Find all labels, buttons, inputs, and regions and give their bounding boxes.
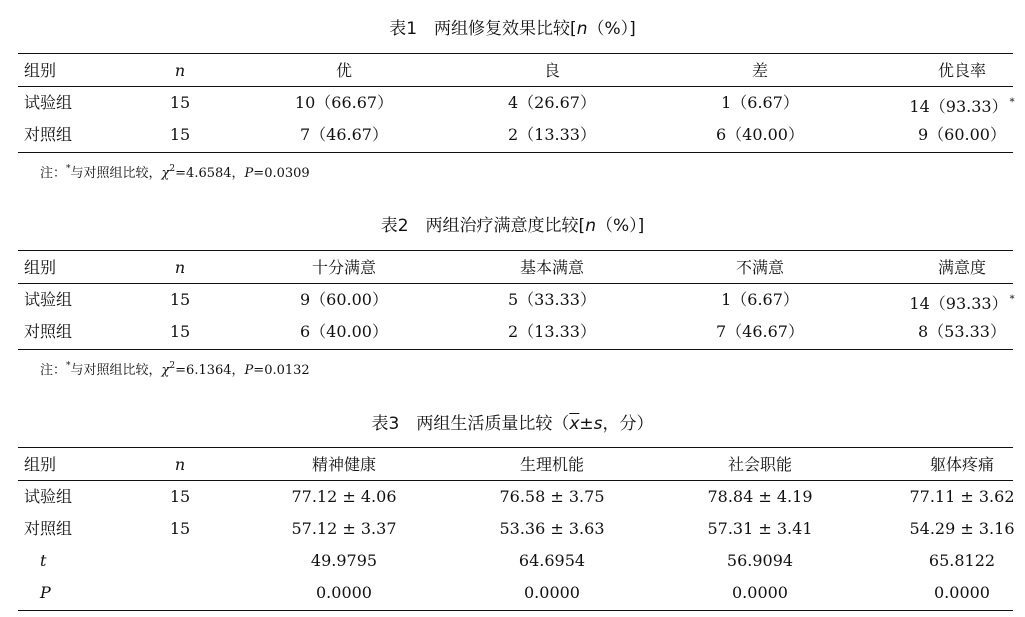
header-poor: 差 [751, 61, 768, 80]
note-chi-value: =4.6584， [175, 166, 245, 181]
note-text: 与对照组比较， [70, 363, 162, 378]
header-bodily-pain: 躯体疼痛 [929, 455, 994, 474]
cell-mental-health: 0.0000 [316, 583, 372, 602]
table-1-bottom-rule [18, 152, 1013, 153]
cell-excellent: 10（66.67） [294, 93, 394, 112]
header-physical-function: 生理机能 [519, 455, 584, 474]
header-good: 良 [543, 61, 560, 80]
header-group: 组别 [24, 61, 57, 80]
header-excellent-good-rate: 优良率 [937, 61, 986, 80]
row-n: 15 [169, 487, 191, 506]
cell-social-function: 78.84 ± 4.19 [707, 487, 813, 506]
cell-rate [862, 87, 1025, 119]
cell-satisfaction [862, 284, 1025, 316]
cell-bodily-pain: 65.8122 [928, 551, 996, 570]
note-chi-sup: 2 [169, 361, 176, 371]
row-n: 15 [169, 290, 191, 309]
header-very-satisfied: 十分满意 [311, 258, 376, 277]
table-1-title-n: n [576, 19, 588, 39]
note-chi: χ [161, 166, 170, 181]
cell-satisfaction-value: 14（93.33） [909, 294, 1008, 313]
cell-social-function: 56.9094 [726, 551, 794, 570]
table-2-header-row [0, 252, 1025, 284]
significance-mark: * [1009, 97, 1015, 108]
table-row [0, 119, 1025, 151]
row-label: 对照组 [24, 322, 73, 341]
note-p-value: =0.0132 [253, 363, 310, 378]
header-mental-health: 精神健康 [311, 455, 376, 474]
cell-mental-health: 57.12 ± 3.37 [291, 519, 397, 538]
cell-social-function: 57.31 ± 3.41 [707, 519, 813, 538]
row-n: 15 [169, 519, 191, 538]
cell-rate: 9（60.00） [918, 125, 1006, 144]
table-row [0, 513, 1025, 545]
note-mark: * [66, 361, 71, 371]
note-mark: * [66, 164, 71, 174]
cell-good: 2（13.33） [508, 125, 596, 144]
note-chi: χ [161, 363, 170, 378]
table-2-title-main: 表2 两组治疗满意度比较[ [380, 216, 586, 236]
table-row [0, 87, 1025, 119]
cell-unsatisfied: 7（46.67） [716, 322, 804, 341]
table-1-note [40, 160, 310, 183]
table-row-t-statistic [0, 545, 1025, 577]
table-3-top-rule [18, 447, 1013, 448]
header-group: 组别 [24, 455, 57, 474]
table-1-title [0, 18, 1025, 40]
cell-physical-function: 53.36 ± 3.63 [499, 519, 605, 538]
table-3-title-main: 表3 两组生活质量比较（ [371, 414, 570, 434]
cell-poor: 6（40.00） [716, 125, 804, 144]
note-chi-value: =6.1364， [175, 363, 245, 378]
table-1-title-main: 表1 两组修复效果比较[ [389, 19, 577, 39]
header-excellent: 优 [335, 61, 352, 80]
header-n: n [174, 455, 186, 474]
header-unsatisfied: 不满意 [735, 258, 784, 277]
table-2-title-n: n [585, 216, 596, 236]
header-group: 组别 [24, 258, 57, 277]
table-2-note [40, 357, 310, 380]
header-social-function: 社会职能 [727, 455, 792, 474]
stat-label-p: P [40, 583, 51, 602]
header-satisfaction-rate: 满意度 [937, 258, 986, 277]
table-1-title-tail: （%）] [587, 19, 636, 39]
note-p-value: =0.0309 [253, 166, 310, 181]
table-3-header-row [0, 449, 1025, 481]
stat-label-t: t [40, 551, 47, 570]
cell-bodily-pain: 0.0000 [934, 583, 990, 602]
cell-rate-value: 14（93.33） [909, 97, 1008, 116]
table-row-p-value [0, 577, 1025, 609]
cell-good: 4（26.67） [508, 93, 596, 112]
cell-satisfaction: 8（53.33） [918, 322, 1006, 341]
row-label: 试验组 [24, 487, 73, 506]
cell-very-satisfied: 6（40.00） [300, 322, 388, 341]
note-text: 与对照组比较， [70, 166, 162, 181]
cell-poor: 1（6.67） [721, 93, 799, 112]
table-1-header-row [0, 55, 1025, 87]
significance-mark: * [1009, 294, 1015, 305]
table-2-top-rule [18, 250, 1013, 251]
row-n: 15 [169, 322, 191, 341]
row-n: 15 [169, 125, 191, 144]
table-3-title-mean: $\overline{x}$ [569, 414, 580, 434]
header-satisfied: 基本满意 [519, 258, 584, 277]
cell-very-satisfied: 9（60.00） [300, 290, 388, 309]
table-row [0, 481, 1025, 513]
table-1-top-rule [18, 53, 1013, 54]
row-n: 15 [169, 93, 191, 112]
cell-unsatisfied: 1（6.67） [721, 290, 799, 309]
table-3-title-plusminus: ± [579, 414, 594, 434]
table-3-title [0, 413, 1025, 435]
table-2-title [0, 215, 1025, 237]
row-label: 试验组 [24, 290, 73, 309]
table-3-title-tail: ，分） [602, 414, 654, 434]
cell-satisfied: 2（13.33） [508, 322, 596, 341]
table-2-title-tail: （%）] [595, 216, 645, 236]
note-p: P [244, 166, 254, 181]
note-prefix: 注： [40, 166, 67, 181]
cell-physical-function: 76.58 ± 3.75 [499, 487, 605, 506]
cell-mental-health: 77.12 ± 4.06 [291, 487, 397, 506]
note-p: P [244, 363, 254, 378]
cell-mental-health: 49.9795 [310, 551, 378, 570]
note-chi-sup: 2 [169, 164, 176, 174]
header-n: n [174, 61, 186, 80]
cell-bodily-pain: 54.29 ± 3.16 [909, 519, 1015, 538]
header-n: n [174, 258, 186, 277]
note-prefix: 注： [40, 363, 67, 378]
cell-bodily-pain: 77.11 ± 3.62 [909, 487, 1015, 506]
cell-physical-function: 0.0000 [524, 583, 580, 602]
table-3-bottom-rule [18, 610, 1013, 611]
row-label: 试验组 [24, 93, 73, 112]
row-label: 对照组 [24, 125, 73, 144]
cell-satisfied: 5（33.33） [508, 290, 596, 309]
table-row [0, 284, 1025, 316]
table-row [0, 316, 1025, 348]
cell-physical-function: 64.6954 [518, 551, 586, 570]
cell-excellent: 7（46.67） [300, 125, 388, 144]
table-3-title-sd: s [593, 414, 603, 434]
row-label: 对照组 [24, 519, 73, 538]
cell-social-function: 0.0000 [732, 583, 788, 602]
table-2-bottom-rule [18, 349, 1013, 350]
